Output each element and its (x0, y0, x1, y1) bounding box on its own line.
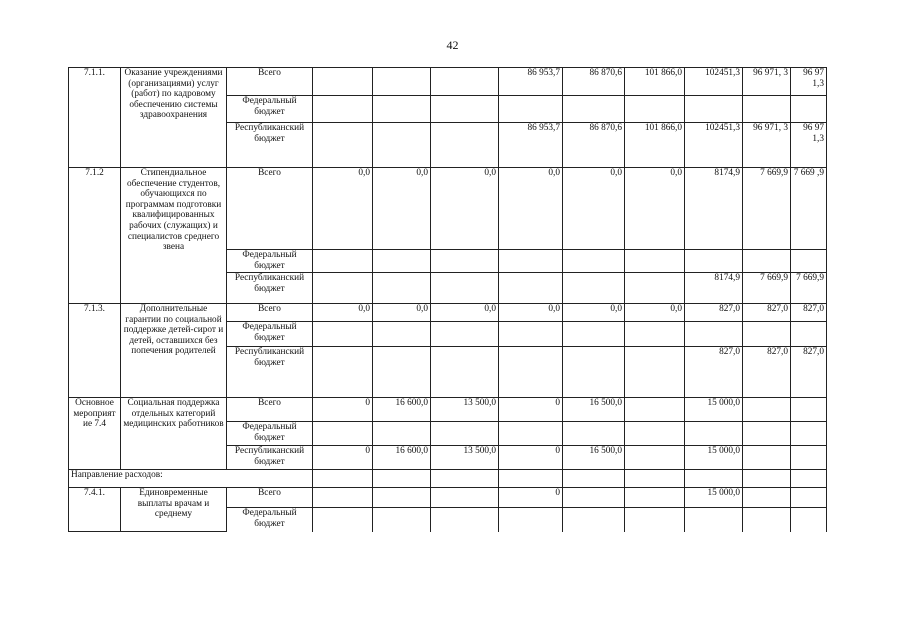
amount-cell (685, 508, 743, 532)
amount-cell: 827,0 (743, 347, 791, 398)
amount-cell (313, 273, 373, 304)
amount-cell: 13 500,0 (431, 398, 499, 422)
amount-cell: 827,0 (685, 347, 743, 398)
amount-cell (499, 250, 563, 273)
amount-cell (791, 446, 827, 470)
amount-cell: 7 669,9 (743, 168, 791, 250)
item-code: 7.1.2 (69, 168, 121, 304)
item-name: Социальная поддержка отдельных категорий медицинских работников (121, 398, 227, 470)
amount-cell (791, 322, 827, 347)
amount-cell (685, 422, 743, 446)
amount-cell (563, 347, 625, 398)
item-code: 7.4.1. (69, 488, 121, 532)
table-row (69, 304, 827, 322)
amount-cell (313, 347, 373, 398)
amount-cell: 0,0 (313, 304, 373, 322)
amount-cell: 0,0 (625, 168, 685, 250)
amount-cell (625, 96, 685, 123)
empty-cell (563, 470, 625, 488)
amount-cell: 0,0 (373, 168, 431, 250)
amount-cell (743, 250, 791, 273)
amount-cell: 13 500,0 (431, 446, 499, 470)
amount-cell (431, 250, 499, 273)
amount-cell: 0 (499, 488, 563, 508)
funding-source: Федеральный бюджет (227, 508, 313, 532)
amount-cell: 0,0 (313, 168, 373, 250)
amount-cell: 86 953,7 (499, 68, 563, 96)
amount-cell: 15 000,0 (685, 488, 743, 508)
amount-cell (625, 322, 685, 347)
section-row (69, 470, 827, 488)
amount-cell: 16 600,0 (373, 446, 431, 470)
amount-cell (313, 322, 373, 347)
amount-cell: 102451,3 (685, 68, 743, 96)
amount-cell (373, 422, 431, 446)
amount-cell (313, 488, 373, 508)
amount-cell (743, 322, 791, 347)
amount-cell: 8174,9 (685, 273, 743, 304)
amount-cell (743, 488, 791, 508)
amount-cell (685, 322, 743, 347)
table-row (69, 398, 827, 422)
amount-cell (373, 123, 431, 168)
amount-cell (313, 68, 373, 96)
amount-cell: 0 (499, 398, 563, 422)
amount-cell (791, 96, 827, 123)
amount-cell (563, 488, 625, 508)
amount-cell: 16 600,0 (373, 398, 431, 422)
amount-cell (791, 250, 827, 273)
amount-cell (313, 508, 373, 532)
amount-cell: 102451,3 (685, 123, 743, 168)
funding-source: Федеральный бюджет (227, 322, 313, 347)
amount-cell: 96 97 1,3 (791, 123, 827, 168)
amount-cell (625, 508, 685, 532)
amount-cell: 827,0 (743, 304, 791, 322)
amount-cell: 101 866,0 (625, 68, 685, 96)
amount-cell (625, 347, 685, 398)
empty-cell (313, 470, 373, 488)
amount-cell: 0,0 (431, 304, 499, 322)
funding-source: Всего (227, 304, 313, 322)
item-name: Стипендиальное обеспечение студентов, обучающихся по программам подготовки квалифицированных рабочих (служащих) и специалистов среднего звена (121, 168, 227, 304)
amount-cell: 86 870,6 (563, 123, 625, 168)
empty-cell (743, 470, 791, 488)
amount-cell (431, 347, 499, 398)
amount-cell (499, 322, 563, 347)
amount-cell: 96 97 1,3 (791, 68, 827, 96)
funding-source: Республиканский бюджет (227, 446, 313, 470)
amount-cell: 15 000,0 (685, 446, 743, 470)
amount-cell (431, 273, 499, 304)
amount-cell: 16 500,0 (563, 398, 625, 422)
amount-cell: 96 971, 3 (743, 123, 791, 168)
amount-cell: 0,0 (625, 304, 685, 322)
funding-source: Республиканский бюджет (227, 273, 313, 304)
amount-cell (431, 508, 499, 532)
amount-cell: 0,0 (499, 304, 563, 322)
amount-cell: 7 669 ,9 (791, 168, 827, 250)
table-row (69, 488, 827, 508)
amount-cell (743, 422, 791, 446)
amount-cell (563, 273, 625, 304)
funding-source: Всего (227, 168, 313, 250)
amount-cell (373, 273, 431, 304)
amount-cell (499, 347, 563, 398)
amount-cell (791, 422, 827, 446)
amount-cell: 827,0 (685, 304, 743, 322)
amount-cell (313, 422, 373, 446)
amount-cell: 101 866,0 (625, 123, 685, 168)
funding-source: Федеральный бюджет (227, 422, 313, 446)
amount-cell: 827,0 (791, 304, 827, 322)
amount-cell (373, 322, 431, 347)
amount-cell: 0 (313, 398, 373, 422)
item-name: Оказание учреждениями (организациями) услуг (работ) по кадровому обеспечению системы здравоохранения (121, 68, 227, 168)
funding-source: Всего (227, 488, 313, 508)
table-row (69, 68, 827, 96)
amount-cell (373, 488, 431, 508)
empty-cell (373, 470, 431, 488)
amount-cell (743, 446, 791, 470)
amount-cell: 86 953,7 (499, 123, 563, 168)
amount-cell (563, 422, 625, 446)
amount-cell (431, 488, 499, 508)
amount-cell: 0,0 (563, 304, 625, 322)
amount-cell (791, 398, 827, 422)
amount-cell (373, 250, 431, 273)
empty-cell (685, 470, 743, 488)
funding-source: Всего (227, 398, 313, 422)
amount-cell (313, 123, 373, 168)
amount-cell: 0,0 (431, 168, 499, 250)
amount-cell (563, 250, 625, 273)
amount-cell (431, 96, 499, 123)
amount-cell (743, 508, 791, 532)
item-name: Единовременные выплаты врачам и среднему (121, 488, 227, 532)
amount-cell (791, 508, 827, 532)
amount-cell: 0,0 (499, 168, 563, 250)
amount-cell (431, 68, 499, 96)
budget-table (68, 67, 827, 532)
amount-cell: 15 000,0 (685, 398, 743, 422)
amount-cell: 0 (499, 446, 563, 470)
amount-cell (431, 322, 499, 347)
item-code: Основное мероприятие 7.4 (69, 398, 121, 470)
page-number: 42 (446, 38, 459, 52)
amount-cell: 0 (313, 446, 373, 470)
amount-cell (499, 508, 563, 532)
amount-cell (373, 68, 431, 96)
amount-cell (625, 250, 685, 273)
amount-cell (743, 96, 791, 123)
amount-cell: 0,0 (373, 304, 431, 322)
table-row (69, 168, 827, 250)
funding-source: Федеральный бюджет (227, 96, 313, 123)
funding-source: Республиканский бюджет (227, 123, 313, 168)
empty-cell (499, 470, 563, 488)
amount-cell (685, 96, 743, 123)
amount-cell (791, 488, 827, 508)
amount-cell: 7 669,9 (743, 273, 791, 304)
amount-cell (563, 322, 625, 347)
amount-cell (625, 273, 685, 304)
amount-cell (625, 422, 685, 446)
item-name: Дополнительные гарантии по социальной поддержке детей-сирот и детей, оставшихся без попечения родителей (121, 304, 227, 398)
amount-cell: 86 870,6 (563, 68, 625, 96)
funding-source: Республиканский бюджет (227, 347, 313, 398)
amount-cell (313, 96, 373, 123)
amount-cell (499, 422, 563, 446)
item-code: 7.1.1. (69, 68, 121, 168)
amount-cell (373, 347, 431, 398)
amount-cell (431, 422, 499, 446)
amount-cell (431, 123, 499, 168)
amount-cell (563, 96, 625, 123)
amount-cell (625, 446, 685, 470)
item-code: 7.1.3. (69, 304, 121, 398)
funding-source: Всего (227, 68, 313, 96)
amount-cell (743, 398, 791, 422)
amount-cell (625, 488, 685, 508)
amount-cell: 827,0 (791, 347, 827, 398)
empty-cell (625, 470, 685, 488)
empty-cell (431, 470, 499, 488)
amount-cell (625, 398, 685, 422)
amount-cell (373, 96, 431, 123)
funding-source: Федеральный бюджет (227, 250, 313, 273)
amount-cell: 7 669,9 (791, 273, 827, 304)
amount-cell: 96 971, 3 (743, 68, 791, 96)
amount-cell (685, 250, 743, 273)
amount-cell (373, 508, 431, 532)
amount-cell (313, 250, 373, 273)
amount-cell (499, 273, 563, 304)
empty-cell (791, 470, 827, 488)
amount-cell (499, 96, 563, 123)
amount-cell: 8174,9 (685, 168, 743, 250)
section-heading: Направление расходов: (69, 470, 313, 488)
amount-cell: 0,0 (563, 168, 625, 250)
amount-cell: 16 500,0 (563, 446, 625, 470)
amount-cell (563, 508, 625, 532)
